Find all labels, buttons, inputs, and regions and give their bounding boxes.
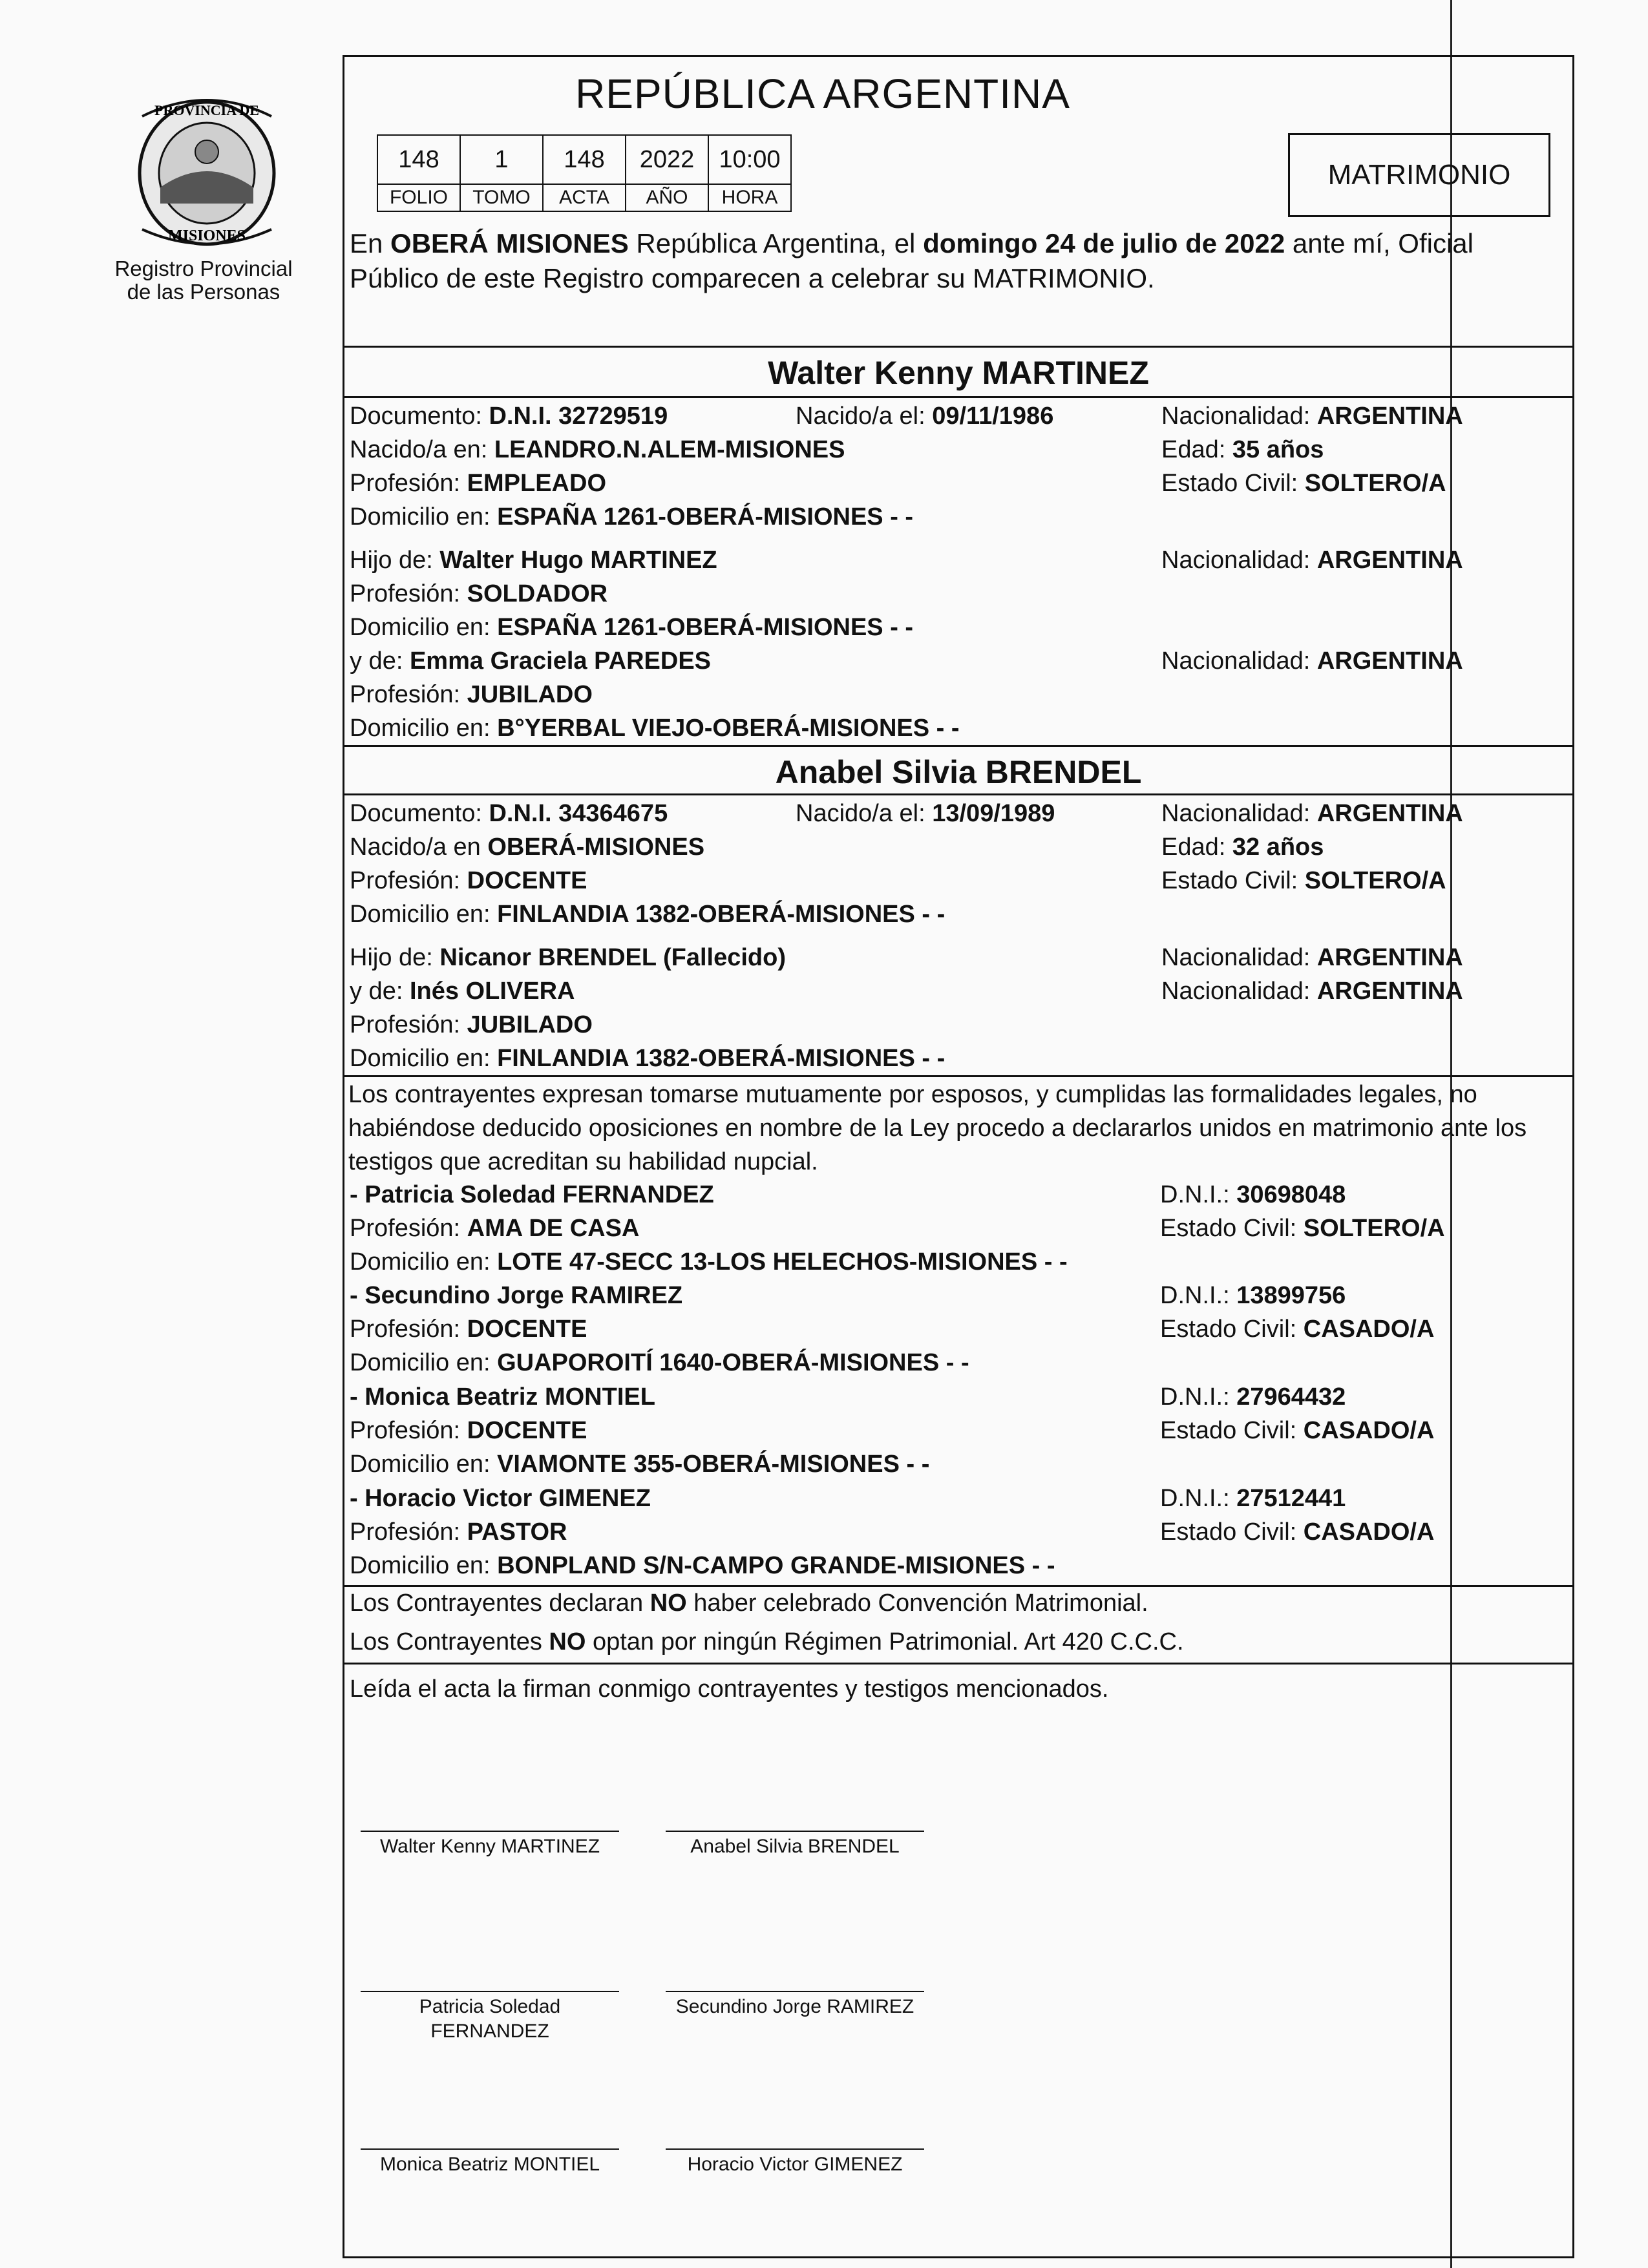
party2-name: Anabel Silvia BRENDEL: [775, 754, 1142, 790]
party2-document: Documento: D.N.I. 34364675: [350, 800, 668, 827]
folio-value: 148: [377, 135, 460, 184]
party1-birthplace: Nacido/a en: LEANDRO.N.ALEM-MISIONES: [350, 436, 845, 463]
witness3-dni: D.N.I.: 27964432: [1160, 1383, 1346, 1411]
signature-line-bride: Anabel Silvia BRENDEL: [666, 1831, 924, 1859]
party2-mother-nationality: Nacionalidad: ARGENTINA: [1161, 978, 1463, 1005]
witness2-address: Domicilio en: GUAPOROITÍ 1640-OBERÁ-MISIONES - -: [350, 1349, 969, 1376]
witness1-dni: D.N.I.: 30698048: [1160, 1181, 1346, 1208]
witness3-name: - Monica Beatriz MONTIEL: [350, 1383, 655, 1411]
witness1-address: Domicilio en: LOTE 47-SECC 13-LOS HELECHOS-MISIONES - -: [350, 1248, 1068, 1276]
divider: [344, 793, 1572, 795]
closing-statement: Leída el acta la firman conmigo contrayentes y testigos mencionados.: [350, 1675, 1109, 1703]
divider: [344, 1075, 1572, 1077]
party1-age: Edad: 35 años: [1161, 436, 1324, 463]
tomo-value: 1: [460, 135, 543, 184]
regime-statement: Los Contrayentes NO optan por ningún Régimen Patrimonial. Art 420 C.C.C.: [350, 1628, 1184, 1655]
witness2-profession: Profesión: DOCENTE: [350, 1316, 587, 1343]
convention-statement: Los Contrayentes declaran NO haber celebrado Convención Matrimonial.: [350, 1590, 1148, 1617]
signature-line-groom: Walter Kenny MARTINEZ: [361, 1831, 619, 1859]
party2-father-nationality: Nacionalidad: ARGENTINA: [1161, 944, 1463, 971]
acta-label: ACTA: [543, 184, 626, 211]
party2-mother-address: Domicilio en: FINLANDIA 1382-OBERÁ-MISIONES - -: [350, 1045, 945, 1072]
witness1-profession: Profesión: AMA DE CASA: [350, 1215, 640, 1242]
record-type-box: MATRIMONIO: [1288, 133, 1550, 217]
provincial-seal-logo: [123, 90, 291, 252]
party2-profession: Profesión: DOCENTE: [350, 867, 587, 894]
ceremony-date: domingo 24 de julio de 2022: [923, 228, 1285, 258]
party1-nationality: Nacionalidad: ARGENTINA: [1161, 403, 1463, 430]
acta-value: 148: [543, 135, 626, 184]
witness2-civil-status: Estado Civil: CASADO/A: [1160, 1316, 1435, 1343]
party2-birthplace: Nacido/a en OBERÁ-MISIONES: [350, 834, 705, 861]
party1-profession: Profesión: EMPLEADO: [350, 470, 607, 497]
party1-mother-profession: Profesión: JUBILADO: [350, 681, 593, 708]
party1-father-nationality: Nacionalidad: ARGENTINA: [1161, 547, 1463, 574]
party1-address: Domicilio en: ESPAÑA 1261-OBERÁ-MISIONES - -: [350, 503, 914, 530]
party1-birthdate: Nacido/a el: 09/11/1986: [796, 403, 1054, 430]
witness4-address: Domicilio en: BONPLAND S/N-CAMPO GRANDE-MISIONES - -: [350, 1552, 1055, 1579]
party1-father-profession: Profesión: SOLDADOR: [350, 580, 608, 607]
year-label: AÑO: [626, 184, 708, 211]
party1-mother-nationality: Nacionalidad: ARGENTINA: [1161, 647, 1463, 675]
record-fields-table: [377, 134, 792, 212]
party2-mother-profession: Profesión: JUBILADO: [350, 1011, 593, 1038]
signature-line-witness3: Monica Beatriz MONTIEL: [361, 2148, 619, 2177]
witness4-name: - Horacio Victor GIMENEZ: [350, 1485, 651, 1512]
place: OBERÁ MISIONES: [390, 228, 629, 258]
hour-value: 10:00: [708, 135, 791, 184]
intro-paragraph: En OBERÁ MISIONES República Argentina, el domingo 24 de julio de 2022 ante mí, Oficial Público de este Registro comparecen a celebrar su MATRIMONIO.: [350, 228, 1474, 293]
country-title: REPÚBLICA ARGENTINA: [575, 70, 1070, 117]
party1-civil-status: Estado Civil: SOLTERO/A: [1161, 470, 1446, 497]
signature-line-witness1: Patricia Soledad FERNANDEZ: [361, 1991, 619, 2044]
hour-label: HORA: [708, 184, 791, 211]
party2-civil-status: Estado Civil: SOLTERO/A: [1161, 867, 1446, 894]
seal-top-text: PROVINCIA DE: [154, 102, 259, 118]
party1-father: Hijo de: Walter Hugo MARTINEZ: [350, 547, 717, 574]
divider: [344, 1663, 1572, 1664]
party2-mother: y de: Inés OLIVERA: [350, 978, 575, 1005]
witness4-profession: Profesión: PASTOR: [350, 1518, 567, 1546]
witness1-name: - Patricia Soledad FERNANDEZ: [350, 1181, 714, 1208]
party1-father-address: Domicilio en: ESPAÑA 1261-OBERÁ-MISIONES - -: [350, 614, 914, 641]
declaration-paragraph: Los contrayentes expresan tomarse mutuamente por esposos, y cumplidas las formalidades legales, no habiéndose deducido oposiciones en nombre de la Ley procedo a declararlos unidos en matrimonio ante los testigos que acreditan su habilidad nupcial.: [348, 1081, 1527, 1175]
party1-mother: y de: Emma Graciela PAREDES: [350, 647, 712, 675]
year-value: 2022: [626, 135, 708, 184]
certificate-frame: [343, 55, 1574, 2258]
party2-address: Domicilio en: FINLANDIA 1382-OBERÁ-MISIONES - -: [350, 901, 945, 928]
folio-label: FOLIO: [377, 184, 460, 211]
signature-line-witness2: Secundino Jorge RAMIREZ: [666, 1991, 924, 2019]
party2-age: Edad: 32 años: [1161, 834, 1324, 861]
registry-name: [103, 257, 304, 304]
tomo-label: TOMO: [460, 184, 543, 211]
signature-line-witness4: Horacio Victor GIMENEZ: [666, 2148, 924, 2177]
registry-line1: Registro Provincial: [114, 257, 293, 280]
party1-document: Documento: D.N.I. 32729519: [350, 403, 668, 430]
witness4-civil-status: Estado Civil: CASADO/A: [1160, 1518, 1435, 1546]
divider: [344, 396, 1572, 398]
party2-father: Hijo de: Nicanor BRENDEL (Fallecido): [350, 944, 787, 971]
party2-birthdate: Nacido/a el: 13/09/1989: [796, 800, 1055, 827]
witness3-civil-status: Estado Civil: CASADO/A: [1160, 1417, 1435, 1444]
witness4-dni: D.N.I.: 27512441: [1160, 1485, 1346, 1512]
party2-nationality: Nacionalidad: ARGENTINA: [1161, 800, 1463, 827]
registry-line2: de las Personas: [127, 280, 280, 304]
seal-bottom-text: MISIONES: [167, 227, 246, 244]
divider: [344, 745, 1572, 747]
witness3-address: Domicilio en: VIAMONTE 355-OBERÁ-MISIONES - -: [350, 1451, 930, 1478]
witness1-civil-status: Estado Civil: SOLTERO/A: [1160, 1215, 1445, 1242]
divider: [344, 346, 1572, 348]
divider: [344, 1585, 1572, 1587]
party1-name: Walter Kenny MARTINEZ: [768, 355, 1149, 391]
party1-mother-address: Domicilio en: B°YERBAL VIEJO-OBERÁ-MISIONES - -: [350, 715, 960, 742]
witness2-dni: D.N.I.: 13899756: [1160, 1282, 1346, 1309]
witness3-profession: Profesión: DOCENTE: [350, 1417, 587, 1444]
witness2-name: - Secundino Jorge RAMIREZ: [350, 1282, 683, 1309]
